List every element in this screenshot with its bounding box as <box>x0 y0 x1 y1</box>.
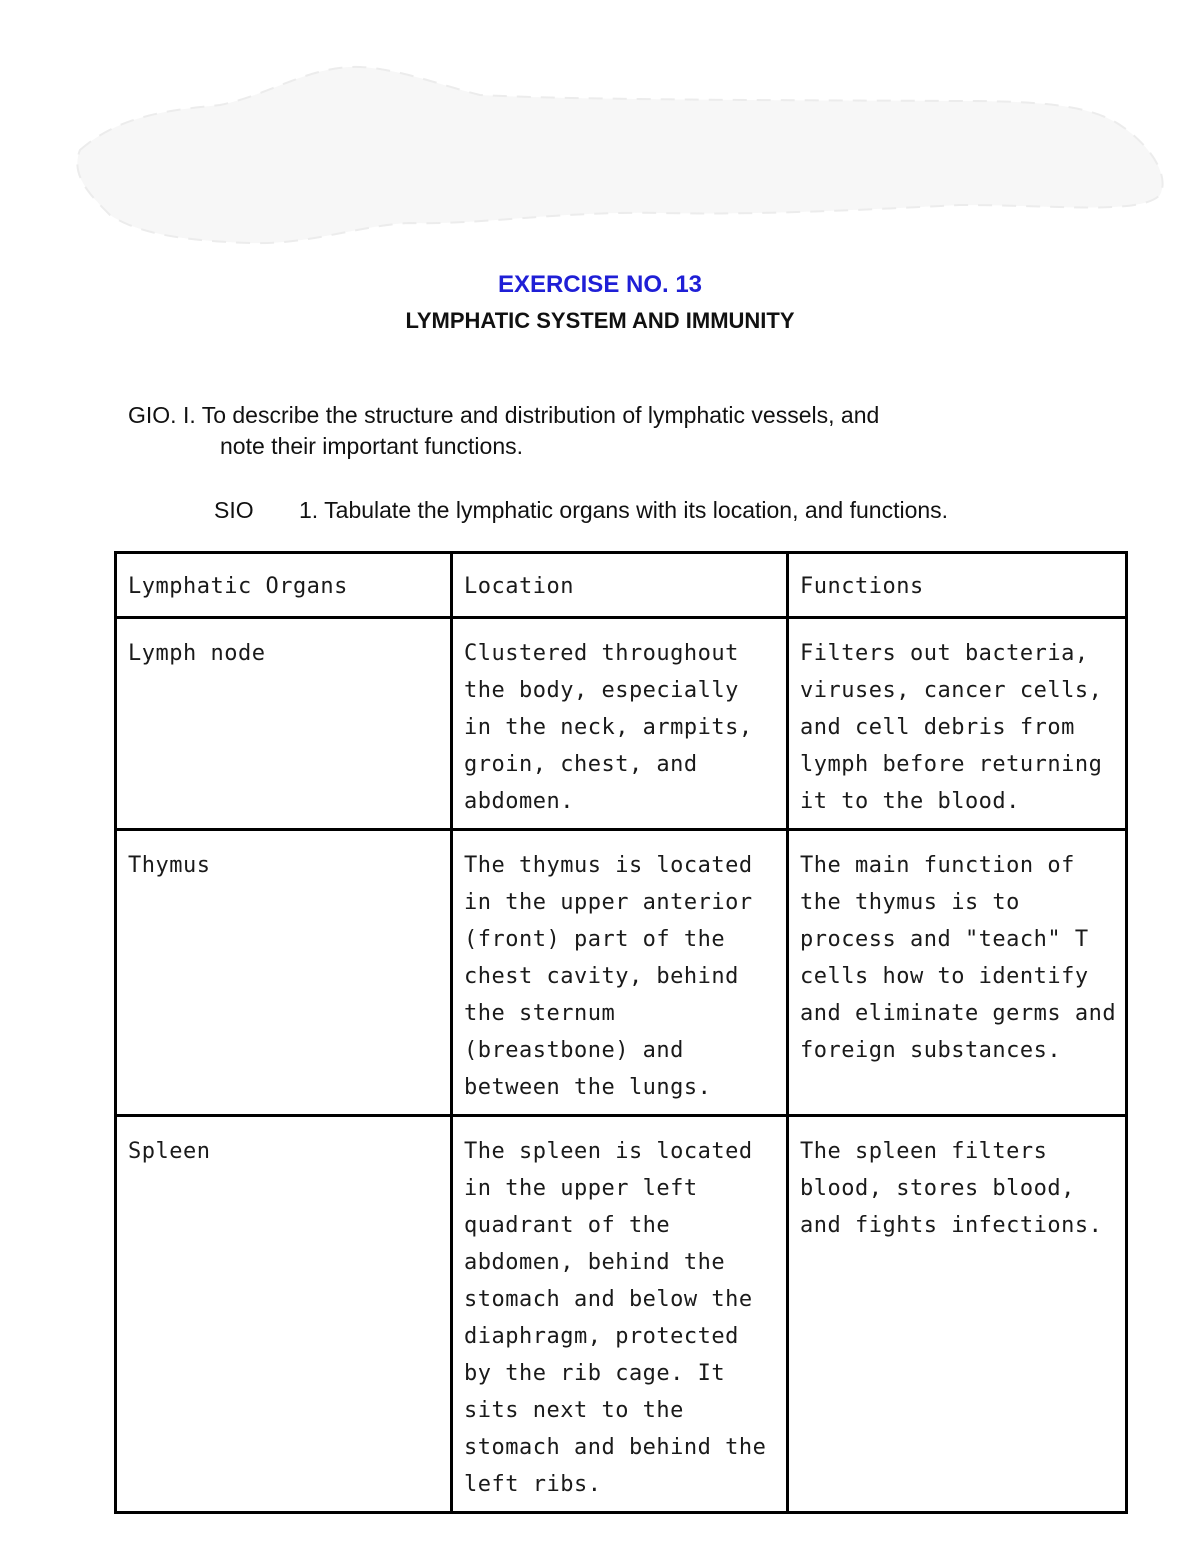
exercise-title: EXERCISE NO. 13 <box>497 271 703 298</box>
location-cell: The spleen is located in the upper left quadrant of the abdomen, behind the stomach and below the diaphragm, protected by the rib cage. It sits next to the stomach and behind the left ribs. <box>452 1116 788 1513</box>
functions-cell: The main function of the thymus is to process and "teach" T cells how to identify and eliminate germs and foreign substances. <box>788 830 1127 1116</box>
functions-cell: The spleen filters blood, stores blood, and fights infections. <box>788 1116 1127 1513</box>
location-cell: Clustered throughout the body, especially in the neck, armpits, groin, chest, and abdomen. <box>452 618 788 830</box>
header-cell-organs: Lymphatic Organs <box>116 553 452 618</box>
gio-line-1: GIO. I. To describe the structure and distribution of lymphatic vessels, and <box>128 402 880 428</box>
exercise-topic: LYMPHATIC SYSTEM AND IMMUNITY <box>405 308 795 333</box>
sio-statement <box>214 495 948 526</box>
organ-cell: Spleen <box>116 1116 452 1513</box>
erased-area <box>60 55 1180 255</box>
organ-cell: Lymph node <box>116 618 452 830</box>
location-cell: The thymus is located in the upper anterior (front) part of the chest cavity, behind the sternum (breastbone) and between the lungs. <box>452 830 788 1116</box>
table-row <box>116 830 1127 1116</box>
gio-line-2: note their important functions. <box>220 433 523 459</box>
gio-statement <box>128 400 1048 462</box>
table-row <box>116 1116 1127 1513</box>
table-row <box>116 618 1127 830</box>
lymphatic-organs-table <box>114 551 1128 1514</box>
sio-label: SIO <box>214 497 254 523</box>
table-header-row <box>116 553 1127 618</box>
organ-cell: Thymus <box>116 830 452 1116</box>
header-cell-location: Location <box>452 553 788 618</box>
header-cell-functions: Functions <box>788 553 1127 618</box>
functions-cell: Filters out bacteria, viruses, cancer cells, and cell debris from lymph before returning it to the blood. <box>788 618 1127 830</box>
sio-text: 1. Tabulate the lymphatic organs with its location, and functions. <box>299 497 949 523</box>
